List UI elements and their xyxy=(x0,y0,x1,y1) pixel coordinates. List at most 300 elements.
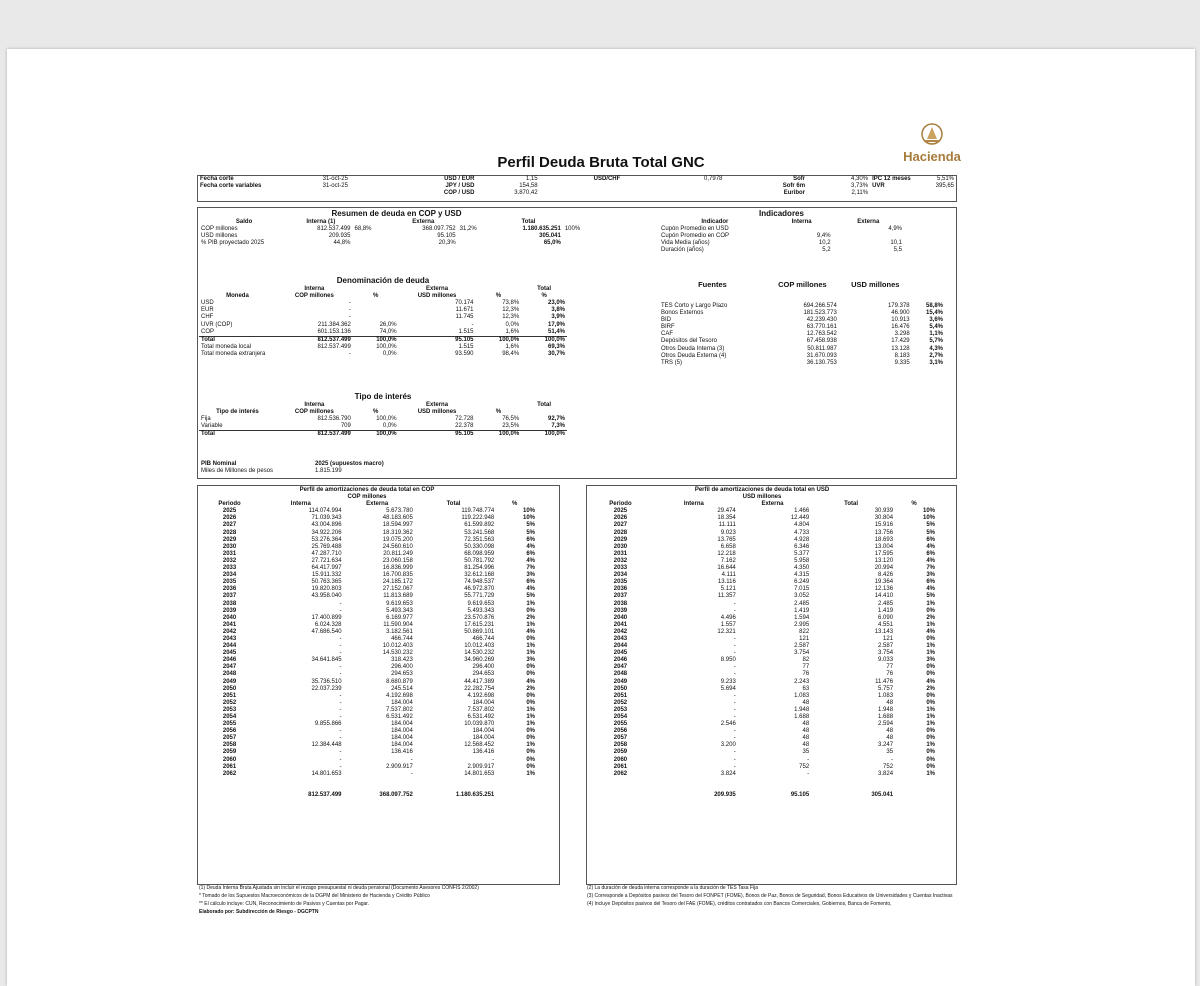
column-group xyxy=(353,286,399,293)
table-row xyxy=(199,307,567,314)
table-cell xyxy=(353,300,399,307)
table-cell: 2047 xyxy=(613,664,628,671)
table-cell: 296.400 xyxy=(391,664,413,671)
table-cell: 1.557 xyxy=(720,621,736,628)
table-header-row xyxy=(199,409,567,416)
table-cell: - xyxy=(733,664,736,671)
header-row xyxy=(198,183,956,190)
table-cell: 121 xyxy=(883,635,894,642)
table-cell: 2058 xyxy=(222,742,237,749)
table-row xyxy=(659,303,945,310)
table-cell: 18.354 xyxy=(717,515,736,522)
amort-usd-title: Perfil de amortizaciones de deuda total en USD xyxy=(694,487,830,493)
table-cell: 2044 xyxy=(613,643,628,650)
table-cell: 100,0% xyxy=(521,336,567,344)
column-header: Tipo de interés xyxy=(216,409,259,416)
table-cell: 29.474 xyxy=(717,508,736,515)
table-cell: 2056 xyxy=(222,728,237,735)
column-header: % xyxy=(541,293,547,300)
table-cell: 18.693 xyxy=(874,536,894,543)
table-cell: - xyxy=(733,692,736,699)
table-cell: 5,4% xyxy=(929,324,943,331)
table-row xyxy=(199,226,594,233)
table-cell: 2040 xyxy=(222,614,237,621)
table-cell: 1.515 xyxy=(458,328,474,335)
table-cell: 4.804 xyxy=(794,522,810,529)
table-row xyxy=(589,728,935,735)
column-header: Externa xyxy=(761,501,784,508)
table-cell: 58,8% xyxy=(925,303,943,309)
table-cell: 4,9% xyxy=(888,226,902,233)
table-cell xyxy=(353,307,399,314)
table-cell: 0% xyxy=(526,607,535,614)
table-cell: 2060 xyxy=(613,756,628,763)
table-cell: 5.493.343 xyxy=(386,607,413,614)
table-row xyxy=(199,764,535,771)
table-cell: 35 xyxy=(802,749,810,756)
table-cell: 0% xyxy=(926,756,935,763)
table-cell: - xyxy=(348,300,351,307)
table-cell: 601.153.136 xyxy=(317,328,351,335)
column-header: USD millones xyxy=(851,280,900,289)
table-cell: 20.994 xyxy=(874,565,894,572)
table-row xyxy=(589,686,935,693)
table-cell: TES Corto y Largo Plazo xyxy=(661,303,728,309)
table-row xyxy=(589,508,935,515)
table-cell: 2050 xyxy=(222,685,237,692)
table-cell: 6.090 xyxy=(878,614,894,621)
table-cell: 1% xyxy=(926,706,935,713)
header-k2: USD/CHF xyxy=(593,176,621,182)
table-cell: 2053 xyxy=(222,706,237,713)
table-cell: 1.180.635.251 xyxy=(522,226,561,233)
total-cell: 305.041 xyxy=(871,791,894,798)
table-cell: 2056 xyxy=(613,728,628,735)
table-cell: 73,8% xyxy=(502,300,520,307)
table-cell: Duración (años) xyxy=(661,247,704,254)
table-row xyxy=(659,226,904,233)
table-cell: 76 xyxy=(802,671,810,678)
table-cell: 8.680.879 xyxy=(386,678,413,685)
total-cell xyxy=(589,792,652,799)
table-cell: 2034 xyxy=(222,572,237,579)
table-cell: 95.105 xyxy=(399,336,476,344)
table-cell: USD xyxy=(201,300,214,307)
table-cell: 48.183.605 xyxy=(382,515,413,522)
column-header: Externa xyxy=(412,219,435,226)
header-k4: UVR xyxy=(872,183,885,190)
table-cell: 1% xyxy=(526,643,535,650)
column-header xyxy=(521,409,567,416)
table-cell: 2031 xyxy=(222,550,237,557)
table-cell: 2051 xyxy=(613,692,628,699)
column-header: Interna xyxy=(683,501,704,508)
column-group xyxy=(476,286,522,293)
table-cell: 2043 xyxy=(222,635,237,642)
page-title: Perfil Deuda Bruta Total GNC xyxy=(497,154,705,171)
table-cell: 2042 xyxy=(222,628,237,635)
table-cell: 2.546 xyxy=(720,721,736,728)
table-row xyxy=(199,742,535,749)
table-row xyxy=(589,629,935,636)
table-cell: 10,1 xyxy=(890,240,902,247)
table-cell: 100,0% xyxy=(476,431,522,439)
table-cell: 5% xyxy=(926,522,935,529)
column-header: Fuentes xyxy=(698,280,727,289)
table-cell: 2048 xyxy=(613,671,628,678)
table-cell: 23,5% xyxy=(502,423,520,430)
table-cell: 2040 xyxy=(613,614,628,621)
table-cell: 1% xyxy=(926,721,935,728)
header-n2 xyxy=(622,190,724,197)
header-k3: Sofr 6m xyxy=(782,183,806,190)
table-cell: 1% xyxy=(526,706,535,713)
table-cell: 368.097.752 xyxy=(422,226,456,233)
table-cell: 1% xyxy=(526,742,535,749)
table-cell: - xyxy=(891,756,894,763)
table-row xyxy=(589,664,935,671)
table-cell: 2028 xyxy=(613,529,628,536)
table-cell: % PIB proyectado 2025 xyxy=(201,240,265,247)
table-cell: 13.128 xyxy=(891,345,910,352)
table-cell: 100,0% xyxy=(376,343,397,350)
fuentes-header-row xyxy=(659,277,945,293)
table-cell: 17,9% xyxy=(547,321,565,328)
table-row xyxy=(589,551,935,558)
table-cell: 63.770.161 xyxy=(806,324,837,331)
table-cell: 181.523.773 xyxy=(803,310,837,317)
table-cell: 5.121 xyxy=(720,586,736,593)
table-cell: 709 xyxy=(340,423,351,430)
column-group: Interna xyxy=(304,286,325,293)
table-cell: 7.015 xyxy=(794,586,810,593)
table-cell: 4.496 xyxy=(720,614,736,621)
header-variables xyxy=(197,175,957,202)
document-page xyxy=(7,49,1195,986)
table-row xyxy=(199,657,535,664)
table-cell: 2042 xyxy=(613,628,628,635)
table-cell: 2045 xyxy=(613,650,628,657)
table-row xyxy=(659,317,945,324)
table-cell: 6.658 xyxy=(720,543,736,550)
table-cell: 42.239.430 xyxy=(806,317,837,324)
table-cell: 82 xyxy=(802,657,810,664)
amort-total-row xyxy=(199,792,535,799)
table-cell: 43.958.040 xyxy=(311,593,342,600)
table-cell: Total xyxy=(199,336,276,344)
table-cell: 2037 xyxy=(222,593,237,600)
table-cell: - xyxy=(339,735,342,742)
table-cell: - xyxy=(807,756,810,763)
table-row xyxy=(199,622,535,629)
table-cell: 22.037.239 xyxy=(311,685,342,692)
table-cell: 2031 xyxy=(613,550,628,557)
table-cell: 2047 xyxy=(222,664,237,671)
table-cell: 9.023 xyxy=(720,529,736,536)
table-cell: 1% xyxy=(526,600,535,607)
table-cell: 245.514 xyxy=(391,685,413,692)
table-top-row xyxy=(199,286,567,293)
table-cell: - xyxy=(733,763,736,770)
table-cell: 13.765 xyxy=(717,536,736,543)
column-header: % xyxy=(911,501,917,508)
table-cell: Variable xyxy=(201,423,223,430)
table-cell: 1% xyxy=(526,770,535,777)
table-cell: 4% xyxy=(926,557,935,564)
table-cell: 9.335 xyxy=(894,359,910,366)
table-cell: Total moneda extranjera xyxy=(201,350,266,357)
column-header: COP millones xyxy=(294,409,334,416)
table-cell: 98,4% xyxy=(502,350,520,357)
table-cell: 2036 xyxy=(222,586,237,593)
header-n4 xyxy=(934,190,956,197)
table-cell: COP millones xyxy=(201,226,238,233)
table-cell: 10% xyxy=(522,508,535,515)
table-cell: 2029 xyxy=(613,536,628,543)
table-cell: 0% xyxy=(526,728,535,735)
table-cell: 1.688 xyxy=(878,714,894,720)
table-cell: 812.537.499 xyxy=(317,226,351,233)
table-cell: 77 xyxy=(886,664,894,671)
table-cell: UVR (COP) xyxy=(201,321,233,328)
table-cell: - xyxy=(492,756,495,763)
table-row xyxy=(199,608,535,615)
table-cell: 13.120 xyxy=(874,557,894,564)
table-row xyxy=(199,558,535,565)
column-header: Periodo xyxy=(218,501,241,508)
table-cell: 100,0% xyxy=(521,431,567,439)
table-row xyxy=(589,515,935,522)
table-cell: 48 xyxy=(886,699,894,706)
table-cell: 812.537.499 xyxy=(276,336,353,344)
table-row xyxy=(589,721,935,728)
amort-total-row xyxy=(589,792,935,799)
table-row xyxy=(589,537,935,544)
table-cell: 2039 xyxy=(613,607,628,614)
table-cell: 136.416 xyxy=(472,749,495,756)
column-header xyxy=(458,219,494,226)
footnote: * Tomado de los Supuestos Macroeconómicos de la DGPM del Ministerio de Hacienda y Crédito Público xyxy=(199,893,430,899)
table-row xyxy=(199,416,567,423)
table-cell: 72.728 xyxy=(455,416,474,423)
table-cell: 93.590 xyxy=(455,350,474,357)
column-header: Indicador xyxy=(701,219,729,226)
table-cell: 752 xyxy=(799,763,810,770)
table-cell: 1% xyxy=(926,770,935,777)
table-row xyxy=(199,300,567,307)
table-cell: 5.757 xyxy=(878,685,894,692)
table-row xyxy=(589,707,935,714)
table-cell: 32.612.168 xyxy=(464,572,495,579)
table-cell: CHF xyxy=(201,314,214,321)
table-cell: 12.568.452 xyxy=(464,742,495,749)
total-cell: 209.935 xyxy=(714,791,736,798)
table-cell: 23.570.876 xyxy=(464,614,495,621)
table-cell: 17.615.231 xyxy=(464,621,495,628)
table-cell: 2059 xyxy=(222,749,237,756)
table-cell: - xyxy=(733,735,736,742)
table-cell: 4% xyxy=(526,628,535,635)
table-cell: 6.531.492 xyxy=(386,714,413,720)
table-cell: 0% xyxy=(926,671,935,678)
header-row xyxy=(198,176,956,183)
table-cell: 2053 xyxy=(613,706,628,713)
table-cell: 6.531.492 xyxy=(467,714,495,720)
table-cell: 48 xyxy=(802,735,810,742)
column-header: Total xyxy=(844,501,859,508)
header-row xyxy=(198,190,956,197)
table-row xyxy=(659,247,904,254)
table-cell: 5% xyxy=(926,529,935,536)
table-cell: - xyxy=(733,650,736,657)
footnote: Elaborado por: Subdirección de Riesgo - DGCPTN xyxy=(199,909,319,915)
total-cell xyxy=(199,792,260,799)
table-cell: 22.282.754 xyxy=(464,685,495,692)
table-cell: 17.400.899 xyxy=(311,614,342,621)
header-k3: Sofr xyxy=(793,176,806,182)
table-cell xyxy=(771,226,833,233)
footnote: ** El cálculo incluye: CUN, Reconocimiento de Pasivos y Cuentas por Pagar. xyxy=(199,901,370,907)
table-row xyxy=(199,515,535,522)
table-cell: 0% xyxy=(926,692,935,699)
table-cell: 2057 xyxy=(613,735,628,742)
table-cell: 7% xyxy=(526,565,535,572)
table-cell: Total xyxy=(199,431,276,439)
denominacion-section xyxy=(199,277,567,358)
table-cell: 3,9% xyxy=(551,314,565,321)
table-cell: 6.346 xyxy=(794,543,810,550)
table-cell: 46.972.870 xyxy=(464,586,495,593)
table-cell: 2.909.917 xyxy=(386,763,413,770)
table-cell: 10% xyxy=(922,508,935,515)
table-cell: 119.748.774 xyxy=(461,508,495,515)
table-cell: 34.922.206 xyxy=(311,529,342,536)
table-cell: 0% xyxy=(926,607,935,614)
table-cell: 1% xyxy=(926,650,935,657)
table-cell: Vida Media (años) xyxy=(661,240,710,247)
table-cell: 1.594 xyxy=(794,614,810,621)
column-group xyxy=(476,402,522,409)
table-row xyxy=(199,322,567,329)
table-cell: Fija xyxy=(201,416,211,423)
table-cell: 1.688 xyxy=(794,714,810,720)
table-cell: 10.913 xyxy=(891,317,910,324)
table-cell xyxy=(352,233,388,240)
amort-header-row xyxy=(199,501,535,508)
table-row xyxy=(589,700,935,707)
table-cell: 12.218 xyxy=(717,550,736,557)
table-cell: 3,1% xyxy=(929,359,943,366)
table-cell: 5% xyxy=(526,593,535,600)
table-cell: 48 xyxy=(886,735,894,742)
column-header: % xyxy=(373,293,379,300)
table-cell: 11.357 xyxy=(717,593,736,600)
table-row xyxy=(199,565,535,572)
table-cell: 4.192.698 xyxy=(467,692,495,699)
table-cell: 77 xyxy=(802,664,810,671)
header-v: 31-oct-25 xyxy=(322,176,348,182)
table-cell: 48 xyxy=(802,742,810,749)
table-cell: 9.619.653 xyxy=(386,600,413,607)
table-cell: 19.364 xyxy=(874,579,894,586)
table-cell: 15.911.332 xyxy=(311,572,342,579)
table-cell: 2059 xyxy=(613,749,628,756)
table-cell: 2035 xyxy=(222,579,237,586)
table-cell: 46.900 xyxy=(891,310,910,317)
table-cell: 9.033 xyxy=(878,657,894,664)
table-cell: 95.105 xyxy=(437,233,456,240)
header-v: 31-oct-25 xyxy=(322,183,348,190)
table-cell: - xyxy=(733,714,736,720)
table-cell: 4.928 xyxy=(794,536,810,543)
column-header: % xyxy=(511,501,518,508)
table-cell: 100,0% xyxy=(376,416,397,423)
table-cell: 8.950 xyxy=(720,657,736,664)
table-cell: 23.060.158 xyxy=(382,557,413,564)
table-cell: - xyxy=(733,607,736,614)
table-cell: 0% xyxy=(926,728,935,735)
table-cell: 812.537.499 xyxy=(276,431,353,439)
table-cell: 184.004 xyxy=(391,735,413,742)
table-cell: - xyxy=(339,650,342,657)
indicadores-title: Indicadores xyxy=(759,209,804,218)
table-cell: 10.012.403 xyxy=(464,643,495,650)
table-cell: 2037 xyxy=(613,593,628,600)
table-cell: 822 xyxy=(799,628,810,635)
header-k2 xyxy=(540,183,623,190)
table-cell: 184.004 xyxy=(472,728,495,735)
table-cell: 2025 xyxy=(222,508,237,515)
table-cell: 179.378 xyxy=(887,303,910,309)
table-row xyxy=(199,431,567,439)
header-l: Fecha corte variables xyxy=(200,183,262,190)
table-cell: 3.754 xyxy=(794,650,810,657)
table-cell: 6% xyxy=(526,536,535,543)
table-cell: 76 xyxy=(886,671,894,678)
table-cell: 12,3% xyxy=(502,307,520,314)
table-cell: 2026 xyxy=(613,515,628,522)
total-cell: 1.180.635.251 xyxy=(455,791,495,798)
table-row xyxy=(199,664,535,671)
table-cell: 3% xyxy=(526,657,535,664)
table-row xyxy=(589,693,935,700)
table-cell: 2030 xyxy=(222,543,237,550)
table-cell: 26,0% xyxy=(379,321,397,328)
table-cell: 50.763.365 xyxy=(311,579,342,586)
table-row xyxy=(199,757,535,764)
table-cell: 71.039.343 xyxy=(311,515,342,522)
table-row xyxy=(589,565,935,572)
table-row xyxy=(589,757,935,764)
table-cell: 2.995 xyxy=(794,621,810,628)
column-header: COP millones xyxy=(778,280,827,289)
table-cell: 752 xyxy=(883,763,894,770)
table-cell: 6% xyxy=(926,536,935,543)
table-cell: 4,3% xyxy=(929,345,943,352)
table-cell: 12,3% xyxy=(502,314,520,321)
table-cell: USD millones xyxy=(201,233,238,240)
table-cell: 5.493.343 xyxy=(467,607,495,614)
table-cell: 3.052 xyxy=(794,593,810,600)
table-cell xyxy=(458,233,494,240)
table-cell: 8.183 xyxy=(894,352,910,359)
table-cell: 23,0% xyxy=(547,300,565,307)
table-cell: 0% xyxy=(526,749,535,756)
column-header: Saldo xyxy=(235,219,253,226)
table-cell: - xyxy=(339,635,342,642)
header-n4: 5,51% xyxy=(936,176,954,182)
table-cell: 69,3% xyxy=(547,343,565,350)
